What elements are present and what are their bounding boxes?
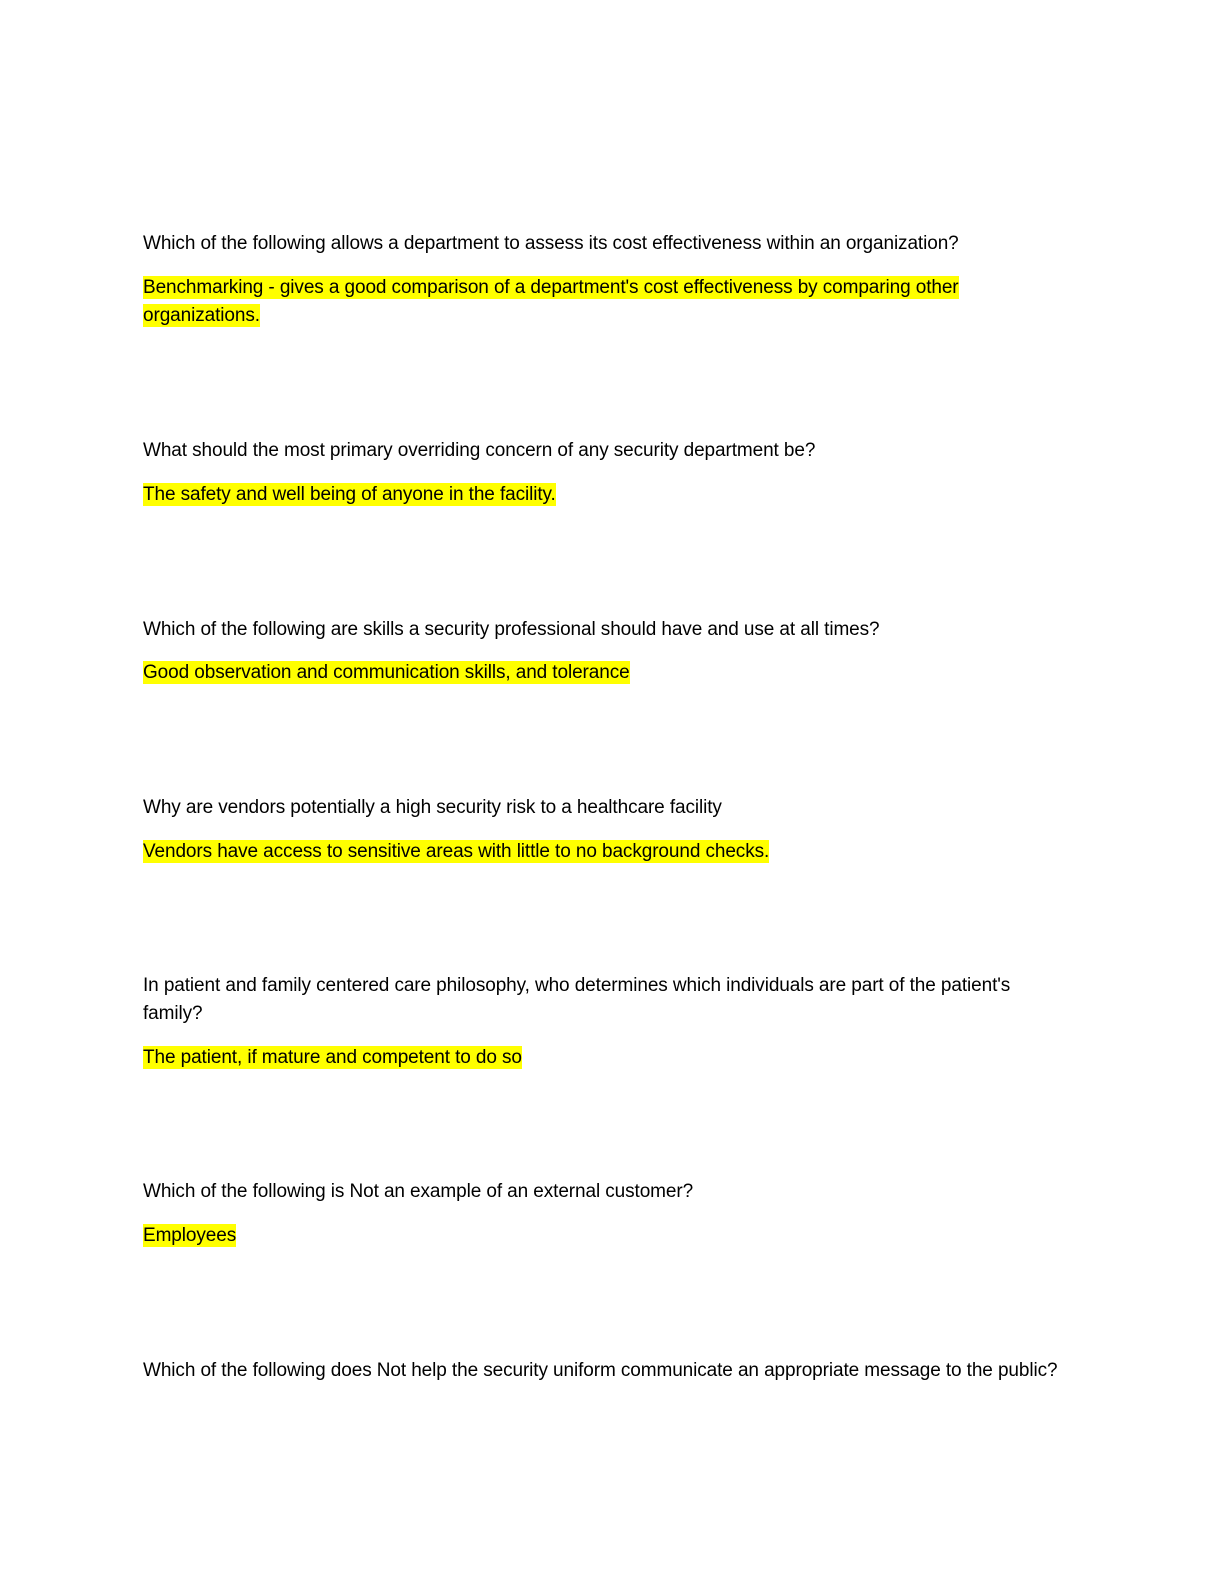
question-text: In patient and family centered care philosophy, who determines which individuals are part of the patient's family? [143, 975, 1011, 1024]
answer-highlight: The safety and well being of anyone in the facility. [143, 484, 556, 505]
answer-highlight: Good observation and communication skills, and tolerance [143, 662, 630, 683]
answer-text [143, 274, 1023, 330]
answer-text [143, 1222, 1083, 1250]
question-text: What should the most primary overriding concern of any security department be? [143, 440, 816, 461]
qa-item-2 [143, 437, 1083, 509]
qa-item-7 [143, 1357, 1083, 1385]
qa-item-4 [143, 794, 1083, 866]
question-text: Which of the following is Not an example of an external customer? [143, 1181, 694, 1202]
answer-highlight: Benchmarking - gives a good comparison of a department's cost effectiveness by comparing other organizations. [143, 277, 959, 326]
question-text: Which of the following allows a department to assess its cost effectiveness within an organization? [143, 233, 959, 254]
qa-item-1 [143, 230, 1083, 330]
question-text: Which of the following does Not help the security uniform communicate an appropriate message to the public? [143, 1360, 1058, 1381]
answer-text [143, 838, 1083, 866]
answer-text [143, 1044, 1023, 1072]
question-text: Why are vendors potentially a high security risk to a healthcare facility [143, 797, 722, 818]
answer-highlight: The patient, if mature and competent to do so [143, 1047, 522, 1068]
answer-highlight: Employees [143, 1225, 237, 1246]
qa-item-5 [143, 972, 1023, 1072]
qa-item-3 [143, 616, 1083, 687]
question-text: Which of the following are skills a security professional should have and use at all times? [143, 619, 880, 640]
answer-highlight: Vendors have access to sensitive areas with little to no background checks. [143, 841, 770, 862]
qa-item-6 [143, 1178, 1083, 1250]
answer-text [143, 481, 1083, 509]
answer-text [143, 659, 1083, 687]
